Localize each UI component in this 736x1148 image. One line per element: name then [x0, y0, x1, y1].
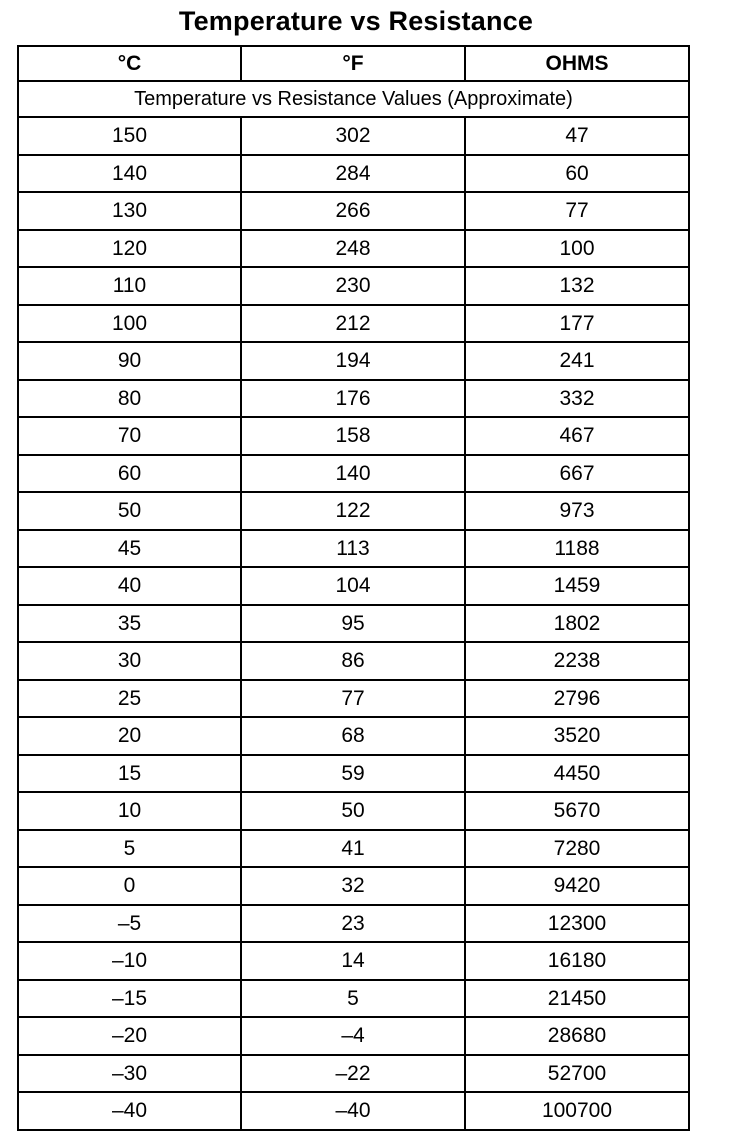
table-row — [18, 192, 689, 230]
table-row — [18, 605, 689, 643]
celsius-cell: 35 — [18, 605, 241, 643]
page-title: Temperature vs Resistance — [178, 6, 534, 36]
table-row — [18, 455, 689, 493]
table-row — [18, 867, 689, 905]
ohms-cell: 21450 — [465, 980, 689, 1018]
table-row — [18, 342, 689, 380]
fahrenheit-cell: 95 — [241, 605, 465, 643]
table-row — [18, 830, 689, 868]
fahrenheit-cell: 86 — [241, 642, 465, 680]
ohms-cell: 132 — [465, 267, 689, 305]
temperature-resistance-table — [17, 45, 690, 1131]
table-row — [18, 642, 689, 680]
fahrenheit-cell: 140 — [241, 455, 465, 493]
ohms-cell: 1188 — [465, 530, 689, 568]
fahrenheit-cell: 113 — [241, 530, 465, 568]
fahrenheit-cell: 23 — [241, 905, 465, 943]
table-row — [18, 980, 689, 1018]
celsius-cell: 120 — [18, 230, 241, 268]
celsius-cell: 30 — [18, 642, 241, 680]
ohms-cell: 4450 — [465, 755, 689, 793]
fahrenheit-cell: 158 — [241, 417, 465, 455]
celsius-cell: –10 — [18, 942, 241, 980]
celsius-cell: 100 — [18, 305, 241, 343]
subheader-row — [18, 81, 689, 117]
ohms-cell: 177 — [465, 305, 689, 343]
table-row — [18, 755, 689, 793]
table-row — [18, 905, 689, 943]
fahrenheit-cell: 77 — [241, 680, 465, 718]
table-row — [18, 530, 689, 568]
table-row — [18, 267, 689, 305]
ohms-cell: 9420 — [465, 867, 689, 905]
table-row — [18, 305, 689, 343]
celsius-cell: 60 — [18, 455, 241, 493]
table-row — [18, 1017, 689, 1055]
ohms-cell: 973 — [465, 492, 689, 530]
fahrenheit-cell: 59 — [241, 755, 465, 793]
ohms-cell: 16180 — [465, 942, 689, 980]
ohms-cell: 100700 — [465, 1092, 689, 1130]
fahrenheit-cell: 266 — [241, 192, 465, 230]
ohms-cell: 3520 — [465, 717, 689, 755]
table-row — [18, 792, 689, 830]
celsius-cell: –5 — [18, 905, 241, 943]
fahrenheit-cell: –40 — [241, 1092, 465, 1130]
fahrenheit-cell: 50 — [241, 792, 465, 830]
celsius-cell: –15 — [18, 980, 241, 1018]
table-row — [18, 380, 689, 418]
ohms-cell: 77 — [465, 192, 689, 230]
fahrenheit-cell: –4 — [241, 1017, 465, 1055]
celsius-cell: –20 — [18, 1017, 241, 1055]
table-row — [18, 1092, 689, 1130]
fahrenheit-cell: 302 — [241, 117, 465, 155]
fahrenheit-cell: 104 — [241, 567, 465, 605]
celsius-cell: 10 — [18, 792, 241, 830]
fahrenheit-cell: 68 — [241, 717, 465, 755]
fahrenheit-cell: 284 — [241, 155, 465, 193]
celsius-cell: 15 — [18, 755, 241, 793]
ohms-cell: 100 — [465, 230, 689, 268]
celsius-cell: 25 — [18, 680, 241, 718]
ohms-cell: 7280 — [465, 830, 689, 868]
table-row — [18, 567, 689, 605]
fahrenheit-cell: 212 — [241, 305, 465, 343]
ohms-cell: 5670 — [465, 792, 689, 830]
celsius-cell: 0 — [18, 867, 241, 905]
ohms-cell: 12300 — [465, 905, 689, 943]
celsius-header: °C — [18, 46, 241, 81]
ohms-cell: 52700 — [465, 1055, 689, 1093]
ohms-cell: 60 — [465, 155, 689, 193]
ohms-header: OHMS — [465, 46, 689, 81]
ohms-cell: 667 — [465, 455, 689, 493]
celsius-cell: 150 — [18, 117, 241, 155]
table-body — [18, 117, 689, 1130]
fahrenheit-cell: 230 — [241, 267, 465, 305]
table-subheader: Temperature vs Resistance Values (Approximate) — [18, 81, 689, 117]
fahrenheit-cell: 14 — [241, 942, 465, 980]
ohms-cell: 332 — [465, 380, 689, 418]
table-row — [18, 680, 689, 718]
celsius-cell: 80 — [18, 380, 241, 418]
ohms-cell: 2238 — [465, 642, 689, 680]
ohms-cell: 1459 — [465, 567, 689, 605]
table-row — [18, 492, 689, 530]
table-row — [18, 942, 689, 980]
celsius-cell: 50 — [18, 492, 241, 530]
fahrenheit-cell: 32 — [241, 867, 465, 905]
header-row — [18, 46, 689, 81]
table-row — [18, 230, 689, 268]
ohms-cell: 241 — [465, 342, 689, 380]
ohms-cell: 1802 — [465, 605, 689, 643]
table-row — [18, 717, 689, 755]
celsius-cell: –40 — [18, 1092, 241, 1130]
table-row — [18, 1055, 689, 1093]
celsius-cell: 40 — [18, 567, 241, 605]
fahrenheit-cell: 248 — [241, 230, 465, 268]
ohms-cell: 2796 — [465, 680, 689, 718]
celsius-cell: 5 — [18, 830, 241, 868]
table-row — [18, 155, 689, 193]
table-row — [18, 117, 689, 155]
ohms-cell: 47 — [465, 117, 689, 155]
fahrenheit-cell: 194 — [241, 342, 465, 380]
fahrenheit-cell: –22 — [241, 1055, 465, 1093]
celsius-cell: 140 — [18, 155, 241, 193]
fahrenheit-header: °F — [241, 46, 465, 81]
fahrenheit-cell: 5 — [241, 980, 465, 1018]
ohms-cell: 467 — [465, 417, 689, 455]
celsius-cell: 110 — [18, 267, 241, 305]
celsius-cell: –30 — [18, 1055, 241, 1093]
celsius-cell: 20 — [18, 717, 241, 755]
celsius-cell: 90 — [18, 342, 241, 380]
celsius-cell: 70 — [18, 417, 241, 455]
fahrenheit-cell: 122 — [241, 492, 465, 530]
celsius-cell: 130 — [18, 192, 241, 230]
ohms-cell: 28680 — [465, 1017, 689, 1055]
fahrenheit-cell: 41 — [241, 830, 465, 868]
fahrenheit-cell: 176 — [241, 380, 465, 418]
table-row — [18, 417, 689, 455]
celsius-cell: 45 — [18, 530, 241, 568]
